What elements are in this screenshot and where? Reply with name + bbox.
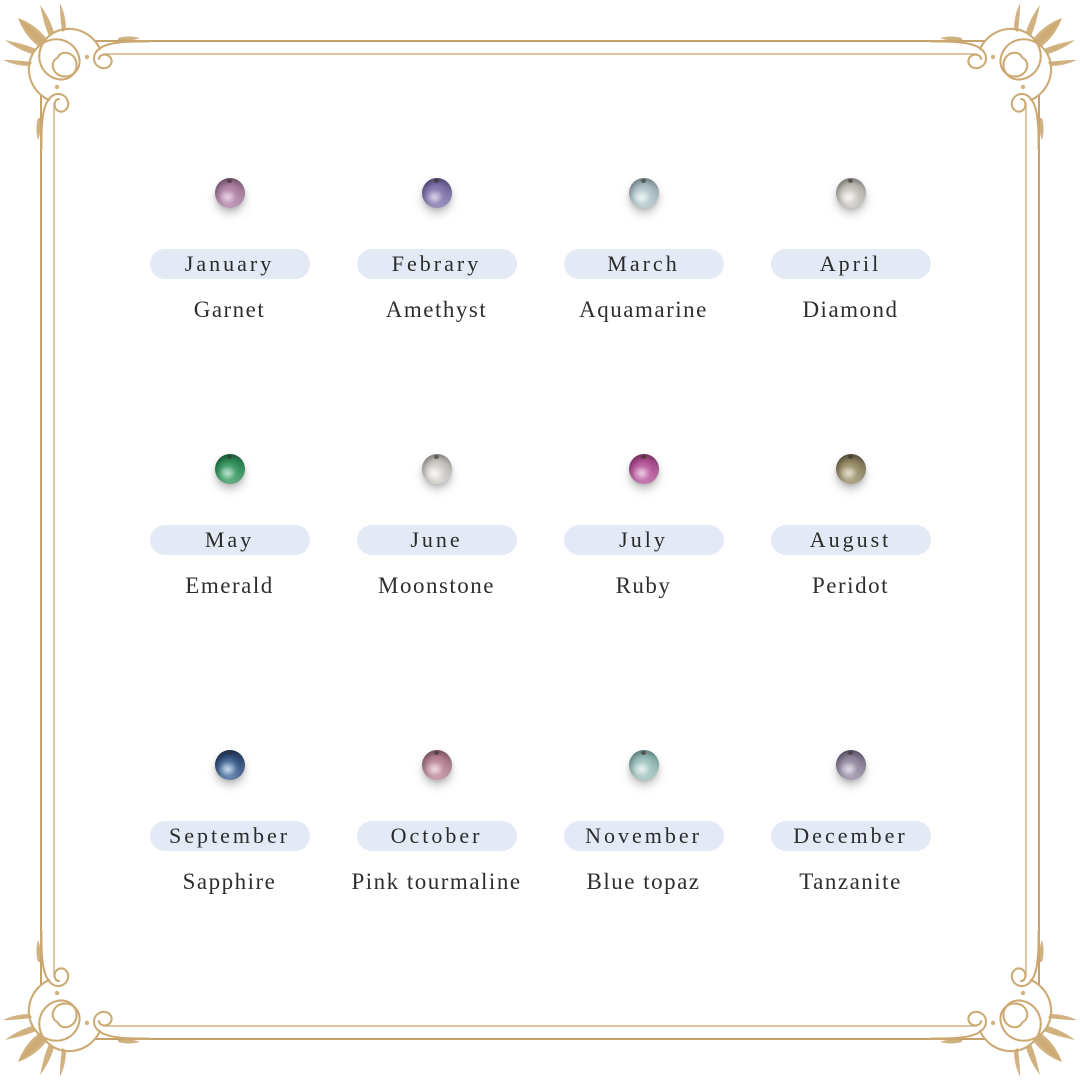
month-pill-october (357, 821, 517, 851)
birthstone-cell-march (540, 178, 747, 324)
birthstone-cell-september (126, 750, 333, 896)
birthstone-cell-january (126, 178, 333, 324)
corner-ornament-bottom-right (931, 931, 1077, 1077)
birthstone-row-2 (126, 454, 954, 600)
birthstone-cell-december (747, 750, 954, 896)
month-label: July (619, 527, 668, 552)
month-label: August (809, 527, 892, 552)
month-label: September (168, 823, 291, 848)
birthstone-row-1 (126, 178, 954, 324)
birthstone-cell-february (333, 178, 540, 324)
birthstone-cell-june (333, 454, 540, 600)
month-pill-january (150, 249, 310, 279)
gem-icon-sapphire (215, 750, 245, 780)
month-pill-september (150, 821, 310, 851)
birthstone-cell-july (540, 454, 747, 600)
month-label: October (390, 823, 483, 848)
month-label: April (819, 251, 882, 276)
month-label: Febrary (391, 251, 482, 276)
birthstone-cell-october (333, 750, 540, 896)
month-pill-july (564, 525, 724, 555)
month-pill-march (564, 249, 724, 279)
gem-icon-blue-topaz (629, 750, 659, 780)
stone-name: Diamond (802, 297, 899, 322)
month-label: March (607, 251, 680, 276)
gem-icon-diamond (836, 178, 866, 208)
month-pill-april (771, 249, 931, 279)
stone-name: Pink tourmaline (351, 869, 522, 894)
gem-icon-amethyst (422, 178, 452, 208)
gem-icon-pink-tourmaline (422, 750, 452, 780)
stone-name: Sapphire (182, 869, 277, 894)
month-pill-june (357, 525, 517, 555)
stone-name: Ruby (615, 573, 672, 598)
stone-name: Aquamarine (579, 297, 708, 322)
corner-ornament-top-left (3, 3, 149, 149)
birthstone-cell-april (747, 178, 954, 324)
stone-name: Moonstone (378, 573, 495, 598)
corner-ornament-top-right (931, 3, 1077, 149)
stone-name: Garnet (193, 297, 266, 322)
gem-icon-peridot (836, 454, 866, 484)
month-pill-february (357, 249, 517, 279)
month-pill-august (771, 525, 931, 555)
stone-name: Peridot (812, 573, 889, 598)
gem-icon-tanzanite (836, 750, 866, 780)
month-label: May (204, 527, 255, 552)
month-label: November (585, 823, 702, 848)
gem-icon-emerald (215, 454, 245, 484)
birthstone-cell-november (540, 750, 747, 896)
gem-icon-garnet (215, 178, 245, 208)
gem-icon-moonstone (422, 454, 452, 484)
month-pill-december (771, 821, 931, 851)
gem-icon-ruby (629, 454, 659, 484)
gem-icon-aquamarine (629, 178, 659, 208)
stone-name: Amethyst (385, 297, 488, 322)
month-label: December (793, 823, 908, 848)
stone-name: Tanzanite (799, 869, 902, 894)
month-label: January (184, 251, 275, 276)
birthstone-row-3 (126, 750, 954, 896)
stone-name: Blue topaz (586, 869, 701, 894)
corner-ornament-bottom-left (3, 931, 149, 1077)
month-pill-november (564, 821, 724, 851)
birthstone-cell-august (747, 454, 954, 600)
month-label: June (410, 527, 463, 552)
birthstone-cell-may (126, 454, 333, 600)
stone-name: Emerald (185, 573, 274, 598)
month-pill-may (150, 525, 310, 555)
